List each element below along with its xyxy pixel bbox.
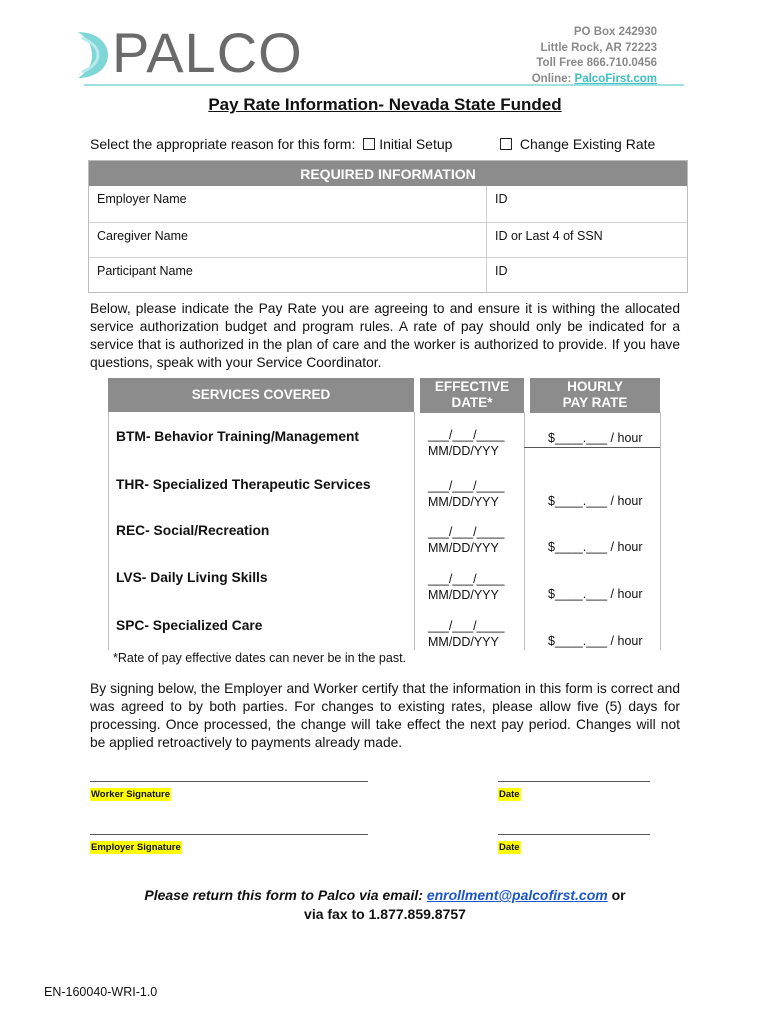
phone-line: Toll Free 866.710.0456 [536,57,657,69]
hourly-rate-field[interactable]: $____.___ / hour [548,494,643,508]
effective-date-field[interactable] [428,618,504,650]
services-covered-header: SERVICES COVERED [108,378,414,412]
effective-date-header [420,378,524,413]
employer-date-label: Date [499,842,520,853]
service-lvs: LVS- Daily Living Skills [116,570,268,585]
caregiver-name-field[interactable]: Caregiver Name [89,223,487,257]
return-instructions [0,887,770,903]
change-rate-checkbox[interactable] [500,138,512,150]
table-row [89,186,687,222]
service-rec: REC- Social/Recreation [116,523,270,538]
table-border [524,447,660,448]
website-link[interactable]: PalcoFirst.com [574,72,657,85]
worker-date-line[interactable] [498,781,650,782]
hourly-rate-field[interactable]: $____.___ / hour [548,540,643,554]
participant-name-field[interactable]: Participant Name [89,258,487,292]
initial-setup-checkbox[interactable] [363,138,375,150]
service-thr: THR- Specialized Therapeutic Services [116,477,371,492]
employer-name-field[interactable]: Employer Name [89,186,487,222]
effective-date-field[interactable] [428,524,504,556]
date-blank: ___/___/____ [428,428,505,442]
effective-date-field[interactable] [428,427,504,459]
date-blank: ___/___/____ [428,479,505,493]
date-blank: ___/___/____ [428,572,505,586]
effective-date-field[interactable] [428,478,504,510]
caregiver-id-field[interactable]: ID or Last 4 of SSN [495,229,603,243]
initial-setup-option[interactable] [363,136,452,152]
service-btm: BTM- Behavior Training/Management [116,429,360,444]
table-border [660,412,661,650]
effective-date-footnote: *Rate of pay effective dates can never be in the past. [113,651,407,665]
table-border [414,412,415,650]
enrollment-email-link[interactable]: enrollment@palcofirst.com [426,887,608,903]
date-header-line: DATE* [451,395,493,410]
participant-id-field[interactable]: ID [495,264,508,278]
employer-date-line[interactable] [498,834,650,835]
hourly-rate-field[interactable]: $____.___ / hour [548,431,643,445]
reason-row [90,136,452,152]
hourly-header-line: HOURLY [567,379,623,394]
hourly-rate-field[interactable]: $____.___ / hour [548,634,643,648]
palco-logo-mark [76,30,110,80]
date-format: MM/DD/YYY [428,588,499,602]
effective-date-field[interactable] [428,571,504,603]
employer-id-field[interactable]: ID [495,192,508,206]
return-or: or [611,887,626,903]
initial-setup-label: Initial Setup [379,136,453,152]
pay-rate-header-line: PAY RATE [562,395,628,410]
change-rate-label: Change Existing Rate [519,136,656,152]
required-info-table [88,160,688,293]
worker-signature-label-wrap [90,784,171,802]
form-code: EN-160040-WRI-1.0 [44,985,158,999]
table-row [89,257,687,292]
required-info-heading: REQUIRED INFORMATION [89,161,687,186]
hourly-rate-field[interactable]: $____.___ / hour [548,587,643,601]
date-format: MM/DD/YYY [428,541,499,555]
palco-logo-text: PALCO [112,21,303,84]
date-blank: ___/___/____ [428,619,505,633]
return-text: Please return this form to Palco via email: [144,887,423,903]
service-spc: SPC- Specialized Care [116,618,263,633]
form-title: Pay Rate Information- Nevada State Funded [208,95,562,114]
hourly-rate-header [530,378,660,413]
intro-paragraph: Below, please indicate the Pay Rate you are agreeing to and ensure it is withing the allocated service authorization budget and program rules. A rate of pay should only be indicated for a service that is authorized in the plan of care and the worker is authorized to provide. If you have questions, speak with your Service Coordinator. [90,301,680,370]
worker-date-label: Date [499,789,520,800]
fax-instructions: via fax to 1.877.859.8757 [304,906,466,922]
employer-signature-line[interactable] [90,834,368,835]
address-line: Little Rock, AR 72223 [540,41,657,54]
worker-date-label-wrap [498,784,521,802]
change-rate-option[interactable] [500,136,655,152]
reason-prompt: Select the appropriate reason for this form: [90,136,356,152]
online-label: Online: [531,72,572,85]
employer-date-label-wrap [498,837,521,855]
date-format: MM/DD/YYY [428,495,499,509]
certify-paragraph: By signing below, the Employer and Worker certify that the information in this form is correct and was agreed to by both parties. For changes to existing rates, please allow five (5) days for processing. Once processed, the change will take effect the next pay period. Changes will not be applied retroactively to payments already made. [90,681,680,750]
header-divider [84,84,684,86]
date-blank: ___/___/____ [428,525,505,539]
worker-signature-line[interactable] [90,781,368,782]
company-address [532,25,657,87]
employer-signature-label: Employer Signature [91,842,181,853]
table-row [89,222,687,257]
worker-signature-label: Worker Signature [91,789,171,800]
employer-signature-label-wrap [90,837,182,855]
table-border [108,412,109,650]
date-format: MM/DD/YYY [428,635,499,649]
date-format: MM/DD/YYY [428,444,499,458]
address-line: PO Box 242930 [573,26,657,38]
effective-header-line: EFFECTIVE [434,379,510,394]
